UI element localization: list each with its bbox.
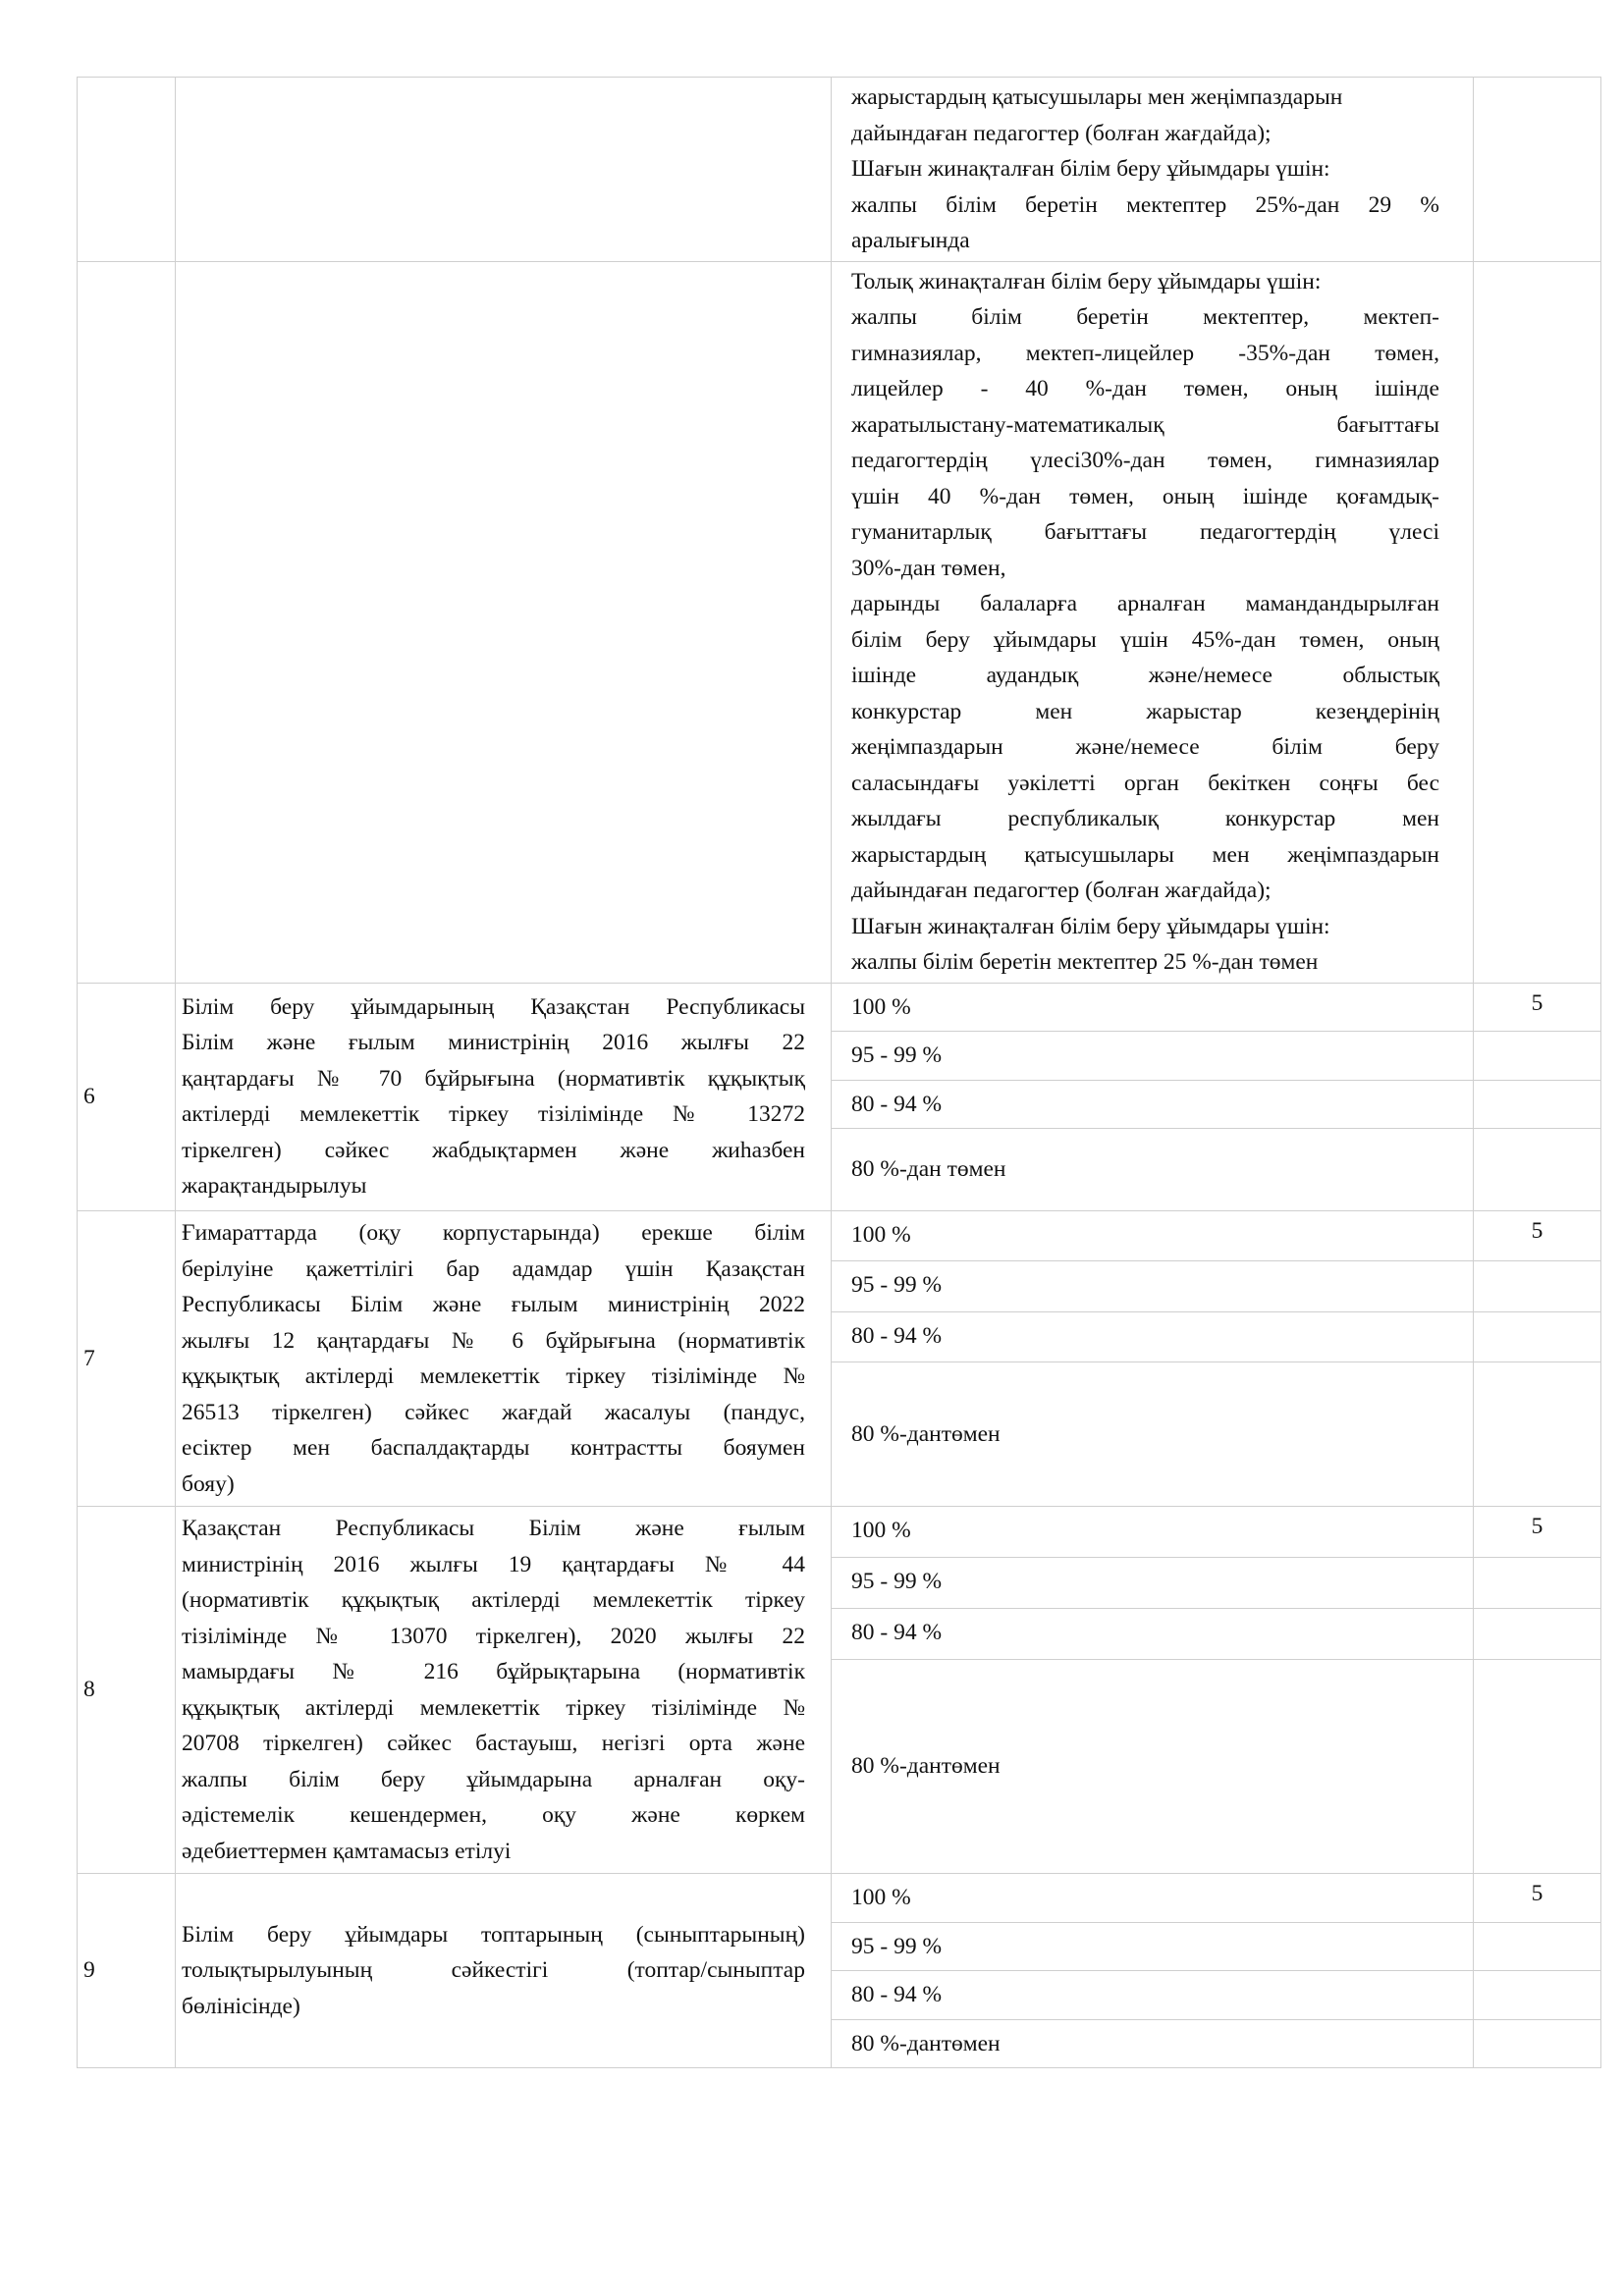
option-cell: 95 - 99 % xyxy=(832,1261,1474,1311)
text-line: есіктер мен баспалдақтарды контрастты бояумен xyxy=(182,1435,805,1461)
option-cell: 80 %-дан төмен xyxy=(832,1129,1474,1211)
points-cell-empty xyxy=(1474,2019,1601,2068)
option-cell: 80 - 94 % xyxy=(832,1080,1474,1129)
text-line: саласындағы уәкілетті орган бекіткен соңғы бес xyxy=(851,770,1439,796)
criterion-number: 9 xyxy=(78,1874,176,2068)
points-cell-empty xyxy=(1474,1261,1601,1311)
points-cell: 5 xyxy=(1474,1211,1601,1261)
text-line: дайындаған педагогтер (болған жағдайда); xyxy=(851,120,1272,146)
text-line: аралығында xyxy=(851,228,970,253)
text-line: конкурстар мен жарыстар кезеңдерінің xyxy=(851,698,1439,724)
text-line: дайындаған педагогтер (болған жағдайда); xyxy=(851,878,1272,903)
option-cell: 100 % xyxy=(832,983,1474,1032)
points-cell: 5 xyxy=(1474,1507,1601,1558)
criterion-number: 8 xyxy=(78,1507,176,1874)
text-line: 20708 тіркелген) сәйкес бастауыш, негізгі орта және xyxy=(182,1731,805,1756)
text-line: тізілімінде № 13070 тіркелген), 2020 жылғы 22 xyxy=(182,1623,805,1649)
points-cell-empty xyxy=(1474,1557,1601,1608)
text-line: 30%-дан төмен, xyxy=(851,555,1006,581)
points-cell-empty xyxy=(1474,1608,1601,1659)
text-line: әдістемелік кешендермен, оқу және көркем xyxy=(182,1802,805,1828)
value-paragraph xyxy=(851,586,1439,909)
text-line: қаңтардағы № 70 бұйрығына (нормативтік құқықтық xyxy=(182,1065,805,1092)
text-line: (нормативтік құқықтық актілерді мемлекеттік тіркеу xyxy=(182,1587,805,1613)
criterion-text xyxy=(176,1211,832,1507)
criterion-cell-empty xyxy=(176,261,832,983)
values-cell xyxy=(832,261,1474,983)
table-row xyxy=(78,983,1601,1032)
text-line: білім беру ұйымдары үшін 45%-дан төмен, оның xyxy=(851,626,1439,653)
text-line: министрінің 2016 жылғы 19 қаңтардағы № 44 xyxy=(182,1551,805,1577)
text-line: бөлінісінде) xyxy=(182,1993,300,2019)
table-row-continued xyxy=(78,261,1601,983)
text-line: жалпы білім беретін мектептер 25%-дан 29 % xyxy=(851,191,1439,218)
text-line: жарыстардың қатысушылары мен жеңімпаздарын xyxy=(851,84,1343,110)
text-line: жалпы білім беру ұйымдарына арналған оқу- xyxy=(182,1766,805,1792)
text-line: жеңімпаздарын және/немесе білім беру xyxy=(851,734,1439,760)
points-cell-empty xyxy=(1474,1129,1601,1211)
text-line: Білім беру ұйымдарының Қазақстан Республикасы xyxy=(182,993,805,1020)
text-line: Қазақстан Республикасы Білім және ғылым xyxy=(182,1516,805,1541)
points-cell: 5 xyxy=(1474,1874,1601,1923)
text-line: берілуіне қажеттілігі бар адамдар үшін Қазақстан xyxy=(182,1255,805,1282)
value-paragraph xyxy=(851,187,1439,259)
value-paragraph xyxy=(851,80,1439,116)
text-line: Ғимараттарда (оқу корпустарында) ерекше білім xyxy=(182,1220,805,1246)
option-cell: 80 - 94 % xyxy=(832,1608,1474,1659)
criterion-cell-empty xyxy=(176,78,832,262)
text-line: құқықтық актілерді мемлекеттік тіркеу тізілімінде № xyxy=(182,1694,805,1721)
option-cell: 95 - 99 % xyxy=(832,1922,1474,1971)
text-line: жаратылыстану-математикалық бағыттағы xyxy=(851,411,1439,438)
text-line: жылғы 12 қаңтардағы № 6 бұйрығына (нормативтік xyxy=(182,1327,805,1354)
points-cell-empty xyxy=(1474,1362,1601,1506)
points-cell-empty xyxy=(1474,1032,1601,1081)
value-paragraph xyxy=(851,299,1439,586)
option-cell: 100 % xyxy=(832,1874,1474,1923)
option-cell: 80 %-дантөмен xyxy=(832,2019,1474,2068)
text-line: тіркелген) сәйкес жабдықтармен және жиһазбен xyxy=(182,1137,805,1163)
value-paragraph xyxy=(851,909,1439,945)
points-cell-empty xyxy=(1474,1311,1601,1362)
points-cell-empty xyxy=(1474,78,1601,262)
text-line: лицейлер - 40 %-дан төмен, оның ішінде xyxy=(851,376,1439,401)
number-cell-empty xyxy=(78,261,176,983)
option-cell: 80 %-дантөмен xyxy=(832,1362,1474,1506)
criteria-table xyxy=(77,77,1601,2068)
text-line: жылдағы республикалық конкурстар мен xyxy=(851,806,1439,831)
value-paragraph xyxy=(851,116,1439,152)
text-line: педагогтердің үлесі30%-дан төмен, гимназиялар xyxy=(851,448,1439,473)
text-line: дарынды балаларға арналған мамандандырылған xyxy=(851,591,1439,616)
option-cell: 100 % xyxy=(832,1211,1474,1261)
points-cell-empty xyxy=(1474,1922,1601,1971)
text-line: 26513 тіркелген) сәйкес жағдай жасалуы (пандус, xyxy=(182,1399,805,1425)
text-line: гимназиялар, мектеп-лицейлер -35%-дан төмен, xyxy=(851,340,1439,366)
text-line: Шағын жинақталған білім беру ұйымдары үшін: xyxy=(851,156,1330,182)
values-cell xyxy=(832,78,1474,262)
value-paragraph xyxy=(851,151,1439,187)
points-cell-empty xyxy=(1474,261,1601,983)
option-cell: 80 - 94 % xyxy=(832,1971,1474,2020)
value-paragraph xyxy=(851,264,1439,300)
table-row xyxy=(78,1507,1601,1558)
text-line: актілерді мемлекеттік тіркеу тізілімінде № 13272 xyxy=(182,1101,805,1128)
option-cell: 80 - 94 % xyxy=(832,1311,1474,1362)
text-line: бояу) xyxy=(182,1470,235,1497)
text-line: үшін 40 %-дан төмен, оның ішінде қоғамдық- xyxy=(851,483,1439,509)
text-line: жарыстардың қатысушылары мен жеңімпаздарын xyxy=(851,841,1439,868)
text-line: жалпы білім беретін мектептер 25 %-дан төмен xyxy=(851,949,1319,975)
table-row xyxy=(78,1211,1601,1261)
points-cell-empty xyxy=(1474,1659,1601,1873)
criterion-text xyxy=(176,1507,832,1874)
text-line: мамырдағы № 216 бұйрықтарына (нормативтік xyxy=(182,1659,805,1684)
text-line: ішінде аудандық және/немесе облыстық xyxy=(851,663,1439,688)
text-line: Шағын жинақталған білім беру ұйымдары үшін: xyxy=(851,913,1330,939)
points-cell-empty xyxy=(1474,1971,1601,2020)
points-cell-empty xyxy=(1474,1080,1601,1129)
criterion-text xyxy=(176,983,832,1211)
value-paragraph xyxy=(851,944,1439,981)
text-line: Білім беру ұйымдары топтарының (сыныптарының) xyxy=(182,1921,805,1948)
text-line: әдебиеттермен қамтамасыз етілуі xyxy=(182,1838,512,1864)
text-line: жарақтандырылуы xyxy=(182,1173,367,1200)
text-line: Республикасы Білім және ғылым министрінің 2022 xyxy=(182,1292,805,1317)
option-cell: 95 - 99 % xyxy=(832,1557,1474,1608)
text-line: құқықтық актілерді мемлекеттік тіркеу тізілімінде № xyxy=(182,1363,805,1389)
text-line: гуманитарлық бағыттағы педагогтердің үлесі xyxy=(851,519,1439,545)
table-row xyxy=(78,1874,1601,1923)
option-cell: 100 % xyxy=(832,1507,1474,1558)
text-line: Толық жинақталған білім беру ұйымдары үшін: xyxy=(851,268,1322,294)
text-line: жалпы білім беретін мектептер, мектеп- xyxy=(851,304,1439,330)
table-row-continued xyxy=(78,78,1601,262)
number-cell-empty xyxy=(78,78,176,262)
points-cell: 5 xyxy=(1474,983,1601,1032)
text-line: Білім және ғылым министрінің 2016 жылғы 22 xyxy=(182,1030,805,1056)
option-cell: 95 - 99 % xyxy=(832,1032,1474,1081)
option-cell: 80 %-дантөмен xyxy=(832,1659,1474,1873)
criterion-number: 7 xyxy=(78,1211,176,1507)
criterion-text xyxy=(176,1874,832,2068)
criterion-number: 6 xyxy=(78,983,176,1211)
text-line: толықтырылуының сәйкестігі (топтар/сыныптар xyxy=(182,1957,805,1984)
